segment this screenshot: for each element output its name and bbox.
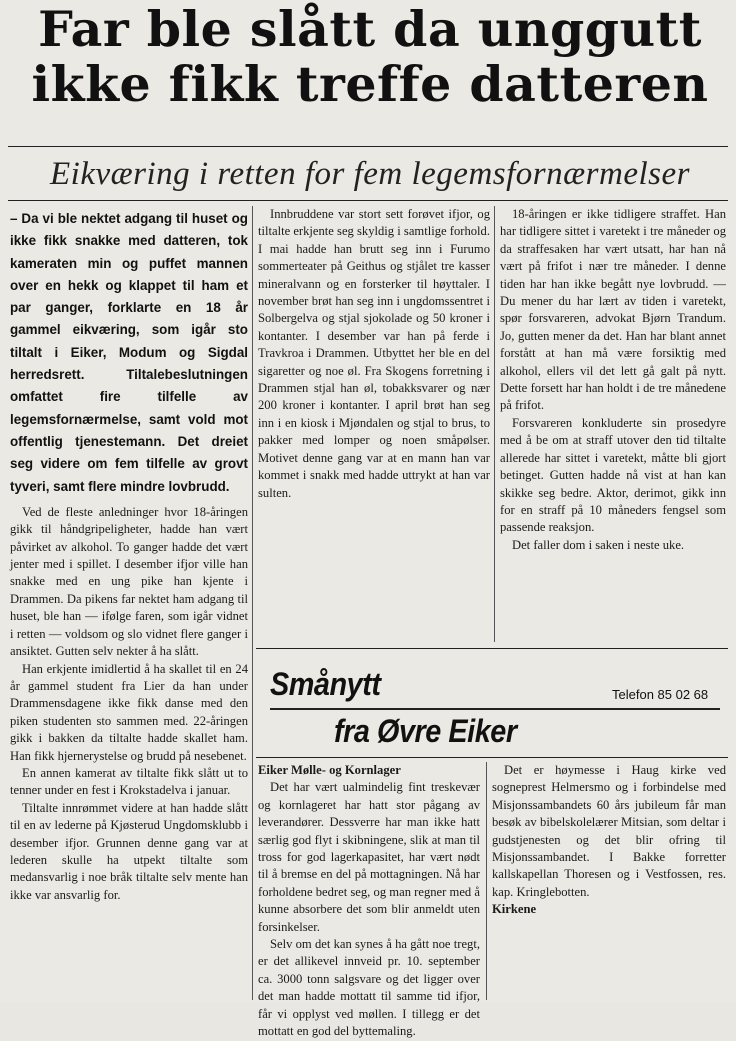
article-paragraph: En annen kamerat av tiltalte fikk slått ut to tenner under en fest i Krokstadelva i januar. <box>10 765 248 798</box>
article-paragraph: 18-åringen er ikke tidligere straffet. Han har tidligere sittet i varetekt i tre måneder og da straffesaken har vært utsatt, har han nå vært på frifot i nær tre måneder. I denne tiden har han ikke begått nye lovbrudd. — Du mener du har lært av tiden i varetekt, spør forsvareren, advokat Bjørn Trandum. Jo, gutten mener da det. Han har blant annet forstått at han må være forsiktig med alkohol, ellers vil det lett gå galt på nytt. Dette forsett har han holdt i de tre månedene på frifot. <box>500 207 726 413</box>
box-column-2 <box>492 762 726 1000</box>
box-column-divider <box>486 762 487 1000</box>
box-column-1 <box>258 762 480 1039</box>
box-paragraph: Det er høymesse i Haug kirke ved sogneprest Helmersmo og i forbindelse med Misjonssambandets 60 års jubileum får man besøk av bibelskolelærer Mitsian, som deltar i gudstjenesten og det blir ofring til Misjonssambandet. I Bakke forretter kallskapellan Thoresen og i Vestfossen, res. kap. Kringlebotten. <box>492 763 726 899</box>
article-column-2 <box>258 206 490 642</box>
box-bottom-rule <box>256 757 728 758</box>
box-title-rule <box>270 708 720 710</box>
column-divider <box>252 206 253 1000</box>
article-paragraph: Det faller dom i saken i neste uke. <box>512 537 685 552</box>
headline-line-1: Far ble slått da unggutt <box>38 0 702 58</box>
subheadline-divider <box>8 200 728 201</box>
box-title-ovre-eiker: fra Øvre Eiker <box>334 713 517 749</box>
article-lead: – Da vi ble nektet adgang til huset og ikke fikk snakke med datteren, tok kameraten min og puffet mannen over en hekk og klappet til ham et par ganger, forklarte en 18 år gammel eikværing, som igår sto tiltalt i Eiker, Modum og Sigdal herredsrett. Tiltalebeslutningen omfattet fire tilfelle av legemsfornærmelse, samt vold mot offentlig tjenestemann. Det dreiet seg videre om fem tilfelle av grovt tyveri, samt flere mindre lovbrudd. <box>10 211 248 494</box>
headline-line-2: ikke fikk treffe datteren <box>31 55 709 113</box>
article-column-3 <box>500 206 726 642</box>
article-column-1 <box>10 208 248 998</box>
box-section-heading: Eiker Mølle- og Kornlager <box>258 763 401 777</box>
box-paragraph: Det har vært ualmindelig fint treskevær og kornlageret har hatt stor pågang av leverandører. Dessverre har man ikke hatt særlig god flyt i skibningene, slik at man til tross for god lagerkapasitet, har vært nødt til å bremse en del på mottagningen. Nå har forholdene bedret seg, og man regner med å kunne absorbere det som blir anmeldt uten forsinkelser. <box>258 780 480 934</box>
article-paragraph: Ved de fleste anledninger hvor 18-åringen gikk til håndgripeligheter, hadde han vært påvirket av alkohol. To ganger hadde det vært jenter med i spillet. I desember ifjor ville han snakke med en ung pike han kjente i Drammen. Da pikens far nektet ham adgang til huset, ble han — ifølge faren, som igår vidnet i retten — voldsom og slo vidnet flere ganger i ansiktet. Gutten selv nekter å ha slått. <box>10 504 248 659</box>
box-title-smanytt: Smånytt <box>270 666 381 702</box>
article-paragraph: Tiltalte innrømmet videre at han hadde slått til en av lederne på Kjøsterud Ungdomsklubb i desember ifjor. Grunnen denne gang var at lederen skulle ha utpekt tiltalte som medansvarlig i noe bråk tiltalte selv mente han ikke var ansvarlig for. <box>10 800 248 902</box>
headline <box>14 2 726 112</box>
article-paragraph: Han erkjente imidlertid å ha skallet til en 24 år gammel student fra Lier da han under Drammensdagene ikke fikk danse med den piken studenten sto sammen med. 22-åringen gikk i bakken da tiltalte hadde skallet ham. Han fikk hjernerystelse og brudd på nesebenet. <box>10 661 248 763</box>
column-divider <box>494 206 495 642</box>
headline-divider <box>8 146 728 147</box>
box-section-heading: Kirkene <box>492 902 537 917</box>
box-top-rule <box>256 648 728 649</box>
box-phone: Telefon 85 02 68 <box>612 687 709 702</box>
subheadline: Eikværing i retten for fem legemsfornærmelser <box>50 156 690 192</box>
box-paragraph: Selv om det kan synes å ha gått noe tregt, er det allikevel innveid pr. 10. september ca. 3000 tonn salgsvare og det ligger over det man hadde mottatt til samme tid ifjor, får vi opplyst ved møllen. I tillegg er det mottatt en god del byttemaling. <box>258 937 480 1039</box>
article-paragraph: Forsvareren konkluderte sin prosedyre med å be om at straff utover den tid tiltalte allerede har sittet i varetekt, måtte bli gjort betinget. Gutten hadde nå vist at han kan skikke seg bedre. Aktor, derimot, gikk inn for en straff på 10 måneders fengsel som passende reaksjon. <box>500 415 726 535</box>
article-paragraph: Innbruddene var stort sett forøvet ifjor, og tiltalte erkjente seg skyldig i samtlige forhold. I mai hadde han brutt seg inn i Furumo sommerteater på Geithus og stjålet tre kasser mineralvann og en forsterker til høyttaler. I november brøt han seg inn i ungdomssentret i Solbergelva og stjal sjokolade og 50 kroner i kontanter. I desember var han på ferde i Travkroa i Drammen. Utbyttet her ble en del sigaretter og noe øl. Fra Skogens forretning i Drammen stjal han øl, tobakksvarer og nær 200 kroner i kontanter. I april brøt han seg inn i en kiosk i Mjøndalen og stjal to brus, to pakker med lomper og noen småpølser. Motivet denne gang var at en mann han var kommet i snakk med hadde uttrykt at han var sulten. <box>258 207 490 500</box>
